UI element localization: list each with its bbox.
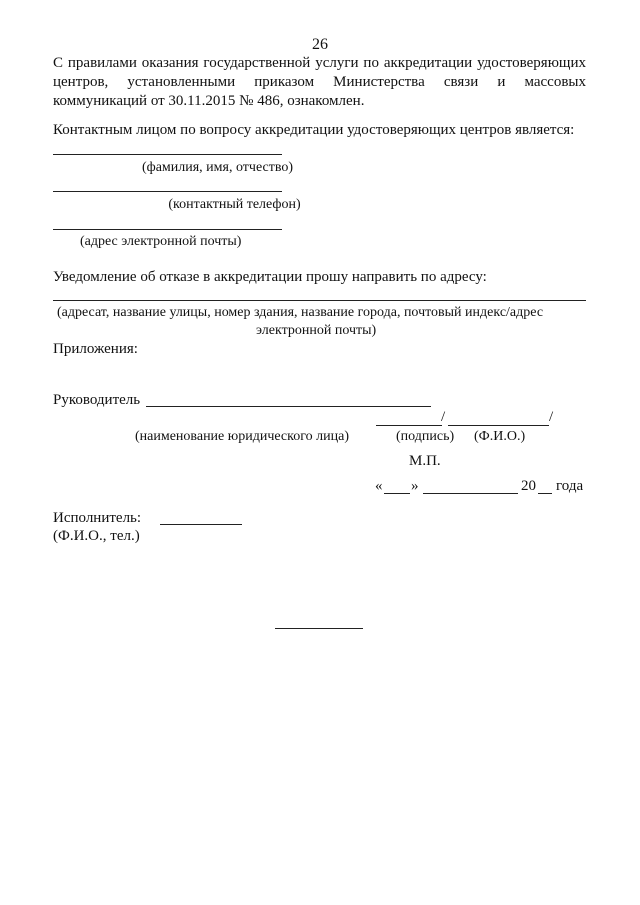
date-year-line[interactable]	[538, 493, 552, 494]
consent-line-3: коммуникаций от 30.11.2015 № 486, ознакомлен.	[53, 93, 365, 109]
consent-line-1: С правилами оказания государственной услуги по аккредитации удостоверяющих	[53, 55, 586, 71]
address-line[interactable]	[53, 300, 586, 301]
org-name-caption: (наименование юридического лица)	[135, 429, 349, 444]
end-separator	[275, 628, 363, 629]
date-day-line[interactable]	[384, 493, 410, 494]
date-close-quote: »	[411, 478, 419, 494]
phone-line[interactable]	[53, 191, 282, 192]
contact-intro: Контактным лицом по вопросу аккредитации удостоверяющих центров является:	[53, 122, 575, 138]
page-number: 26	[312, 36, 328, 53]
address-caption-line-2: электронной почты)	[256, 323, 377, 338]
attachments-label: Приложения:	[53, 341, 138, 357]
full-name-line[interactable]	[53, 154, 282, 155]
executor-caption: (Ф.И.О., тел.)	[53, 528, 140, 544]
date-open-quote: «	[375, 478, 383, 494]
date-century: 20	[521, 478, 536, 494]
fio-line[interactable]	[448, 425, 549, 426]
signature-caption: (подпись)	[396, 429, 455, 444]
phone-caption: (контактный телефон)	[168, 197, 301, 212]
head-label: Руководитель	[53, 392, 141, 408]
email-line[interactable]	[53, 229, 282, 230]
consent-line-2: центров, установленными приказом Министерства связи и массовых	[53, 74, 586, 90]
signature-slash-1: /	[441, 409, 446, 425]
full-name-caption: (фамилия, имя, отчество)	[141, 160, 294, 175]
email-caption: (адрес электронной почты)	[80, 234, 242, 249]
consent-paragraph	[53, 54, 586, 111]
fio-caption: (Ф.И.О.)	[474, 429, 526, 444]
refusal-notice: Уведомление об отказе в аккредитации прошу направить по адресу:	[53, 269, 487, 285]
date-year-word: года	[556, 478, 584, 494]
date-month-line[interactable]	[423, 493, 518, 494]
executor-label: Исполнитель:	[53, 510, 142, 526]
address-caption-line-1: (адресат, название улицы, номер здания, название города, почтовый индекс/адрес	[57, 305, 544, 320]
executor-line[interactable]	[160, 524, 242, 525]
signature-line[interactable]	[376, 425, 442, 426]
stamp-label: М.П.	[409, 453, 441, 469]
signature-slash-2: /	[549, 409, 554, 425]
org-name-line[interactable]	[146, 406, 431, 407]
